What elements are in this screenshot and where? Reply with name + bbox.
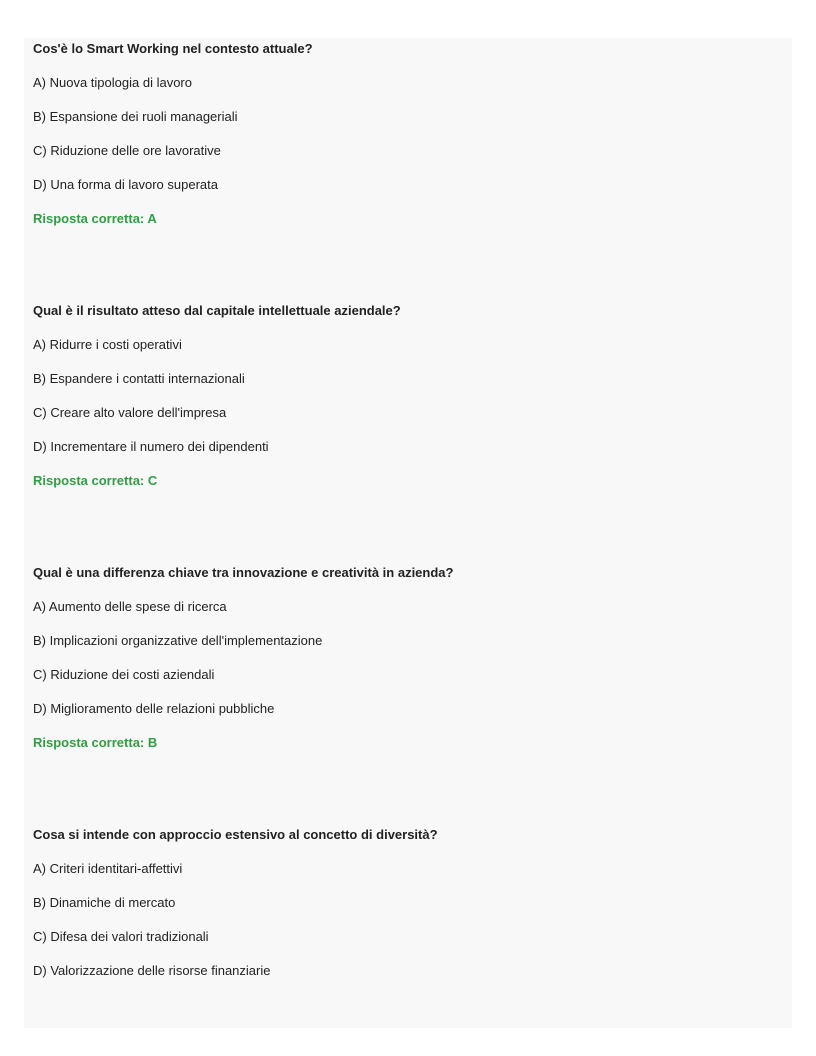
option-d: D) Valorizzazione delle risorse finanziarie xyxy=(33,963,271,978)
question-block-4 xyxy=(33,827,773,979)
option-a: A) Criteri identitari-affettivi xyxy=(33,861,183,876)
question-block-1 xyxy=(33,41,773,227)
option-d: D) Miglioramento delle relazioni pubbliche xyxy=(33,701,275,716)
question-title: Qual è una differenza chiave tra innovazione e creatività in azienda? xyxy=(33,565,454,580)
option-a: A) Aumento delle spese di ricerca xyxy=(33,599,227,614)
question-title: Cosa si intende con approccio estensivo al concetto di diversità? xyxy=(33,827,438,842)
question-block-2 xyxy=(33,303,773,489)
option-b: B) Dinamiche di mercato xyxy=(33,895,176,910)
option-c: C) Creare alto valore dell'impresa xyxy=(33,405,227,420)
option-c: C) Riduzione dei costi aziendali xyxy=(33,667,215,682)
option-c: C) Difesa dei valori tradizionali xyxy=(33,929,209,944)
question-title: Qual è il risultato atteso dal capitale intellettuale aziendale? xyxy=(33,303,401,318)
option-d: D) Incrementare il numero dei dipendenti xyxy=(33,439,269,454)
option-b: B) Espandere i contatti internazionali xyxy=(33,371,245,386)
question-block-3 xyxy=(33,565,773,751)
correct-answer: Risposta corretta: A xyxy=(33,211,157,226)
option-a: A) Nuova tipologia di lavoro xyxy=(33,75,192,90)
option-b: B) Espansione dei ruoli manageriali xyxy=(33,109,238,124)
question-title: Cos'è lo Smart Working nel contesto attuale? xyxy=(33,41,313,56)
option-a: A) Ridurre i costi operativi xyxy=(33,337,182,352)
option-b: B) Implicazioni organizzative dell'implementazione xyxy=(33,633,323,648)
quiz-panel xyxy=(24,38,792,1028)
correct-answer: Risposta corretta: B xyxy=(33,735,158,750)
option-d: D) Una forma di lavoro superata xyxy=(33,177,218,192)
correct-answer: Risposta corretta: C xyxy=(33,473,158,488)
option-c: C) Riduzione delle ore lavorative xyxy=(33,143,221,158)
